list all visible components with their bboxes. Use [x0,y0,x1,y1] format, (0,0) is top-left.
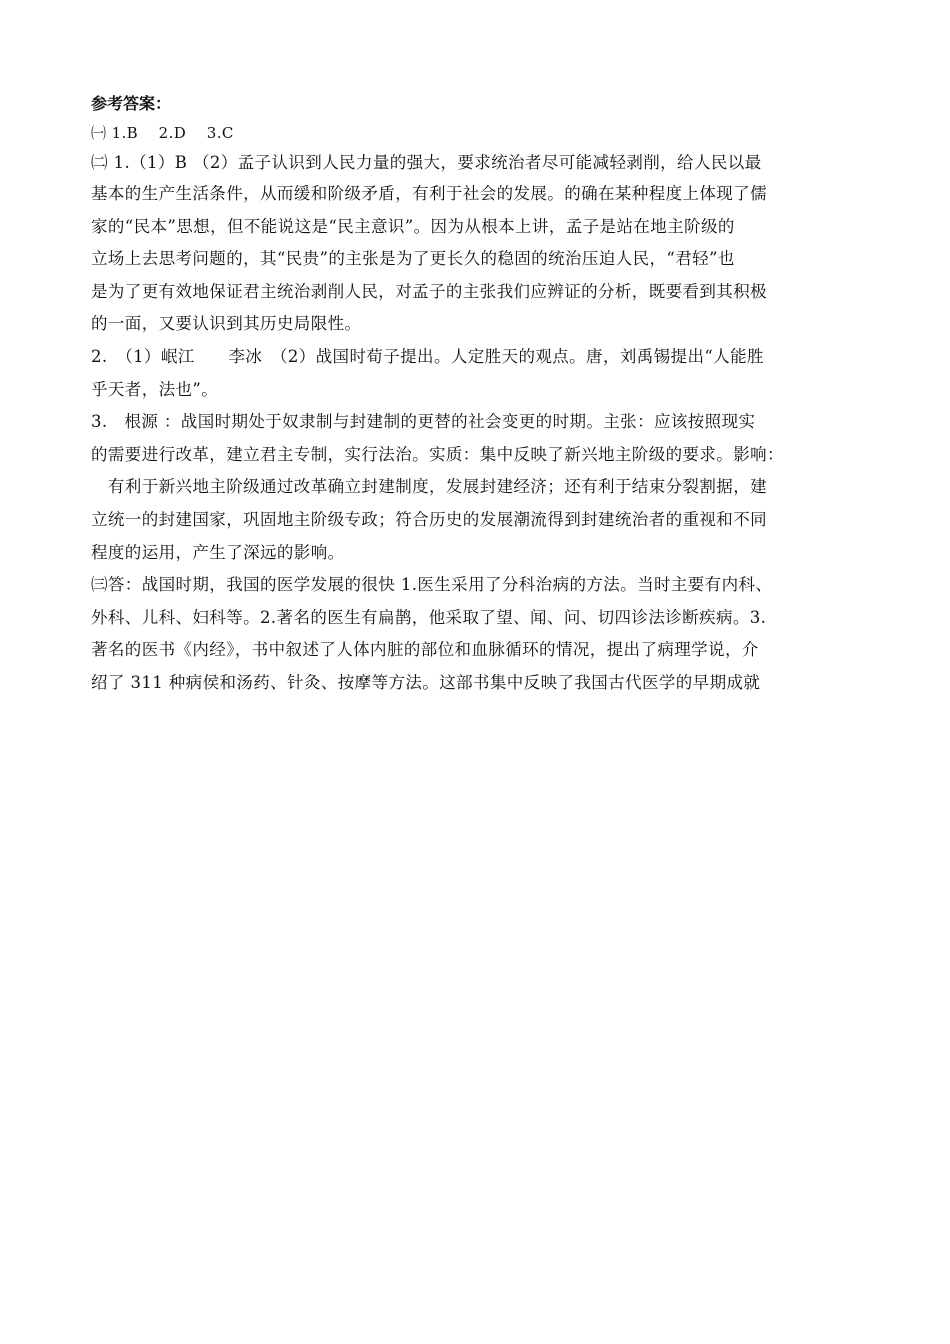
text-line: 的一面，又要认识到其历史局限性。 [91,314,362,334]
text-line: 2. （1）岷江 李冰 （2）战国时荀子提出。人定胜天的观点。唐，刘禹锡提出“人能胜 [91,346,764,366]
text-line: 乎天者，法也”。 [91,379,219,399]
text-line: 绍了 311 种病侯和汤药、针灸、按摩等方法。这部书集中反映了我国古代医学的早期成就 [91,672,761,692]
text-line: 外科、儿科、妇科等。2.著名的医生有扁鹊，他采取了望、闻、问、切四诊法诊断疾病。3. [91,607,767,627]
text-line: 基本的生产生活条件，从而缓和阶级矛盾，有利于社会的发展。的确在某种程度上体现了儒 [91,184,767,203]
text-line: 立场上去思考问题的，其“民贵”的主张是为了更长久的稳固的统治压迫人民，“君轻”也 [91,249,735,269]
text-line: ㈢答：战国时期，我国的医学发展的很快 1.医生采用了分科治病的方法。当时主要有内科、 [91,575,773,595]
text-line: 立统一的封建国家，巩固地主阶级专政；符合历史的发展潮流得到封建统治者的重视和不同 [91,509,767,529]
answer-heading: 参考答案： [91,94,172,113]
text-line: 是为了更有效地保证君主统治剥削人民，对孟子的主张我们应辨证的分析，既要看到其积极 [91,281,767,301]
text-line: 的需要进行改革，建立君主专制，实行法治。实质：集中反映了新兴地主阶级的要求。影响： [91,444,784,464]
text-line: ㈡ 1.（1）B （2）孟子认识到人民力量的强大，要求统治者尽可能减轻剥削，给人民以最 [91,153,762,172]
answer-document [91,92,866,700]
section-1-answers: ㈠ 1.B 2.D 3.C [91,124,234,142]
text-line: 家的“民本”思想，但不能说这是“民主意识”。因为从根本上讲，孟子是站在地主阶级的 [91,216,735,236]
text-line: 程度的运用，产生了深远的影响。 [91,542,345,562]
text-line: 有利于新兴地主阶级通过改革确立封建制度，发展封建经济；还有利于结束分裂割据，建 [91,477,767,497]
text-line: 3. 根源 ：战国时期处于奴隶制与封建制的更替的社会变更的时期。主张：应该按照现实 [91,412,756,432]
text-line: 著名的医书《内经》，书中叙述了人体内脏的部位和血脉循环的情况，提出了病理学说，介 [91,640,759,660]
